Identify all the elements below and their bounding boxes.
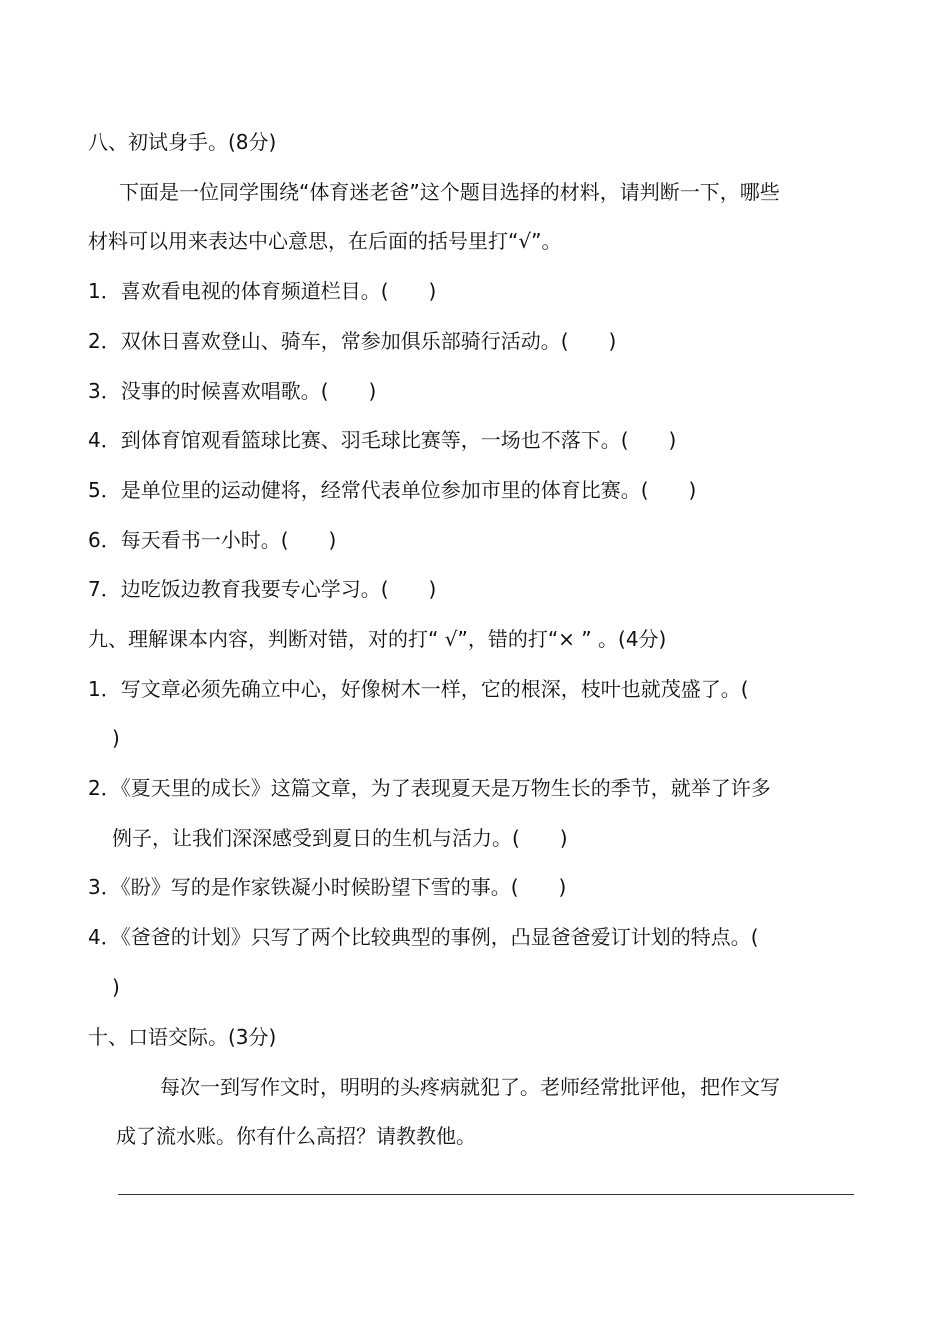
section-9-heading: 九、理解课本内容，判断对错，对的打“ √”，错的打“× ” 。(4分) bbox=[88, 627, 667, 651]
section-8-item: 1．喜欢看电视的体育频道栏目。( ) bbox=[88, 279, 437, 303]
section-10-prompt-line-2: 成了流水账。你有什么高招？请教教他。 bbox=[116, 1124, 476, 1148]
section-8-item: 6．每天看书一小时。( ) bbox=[88, 528, 337, 552]
section-8-item: 4．到体育馆观看篮球比赛、羽毛球比赛等，一场也不落下。( ) bbox=[88, 428, 677, 452]
section-8-intro-line-2: 材料可以用来表达中心意思，在后面的括号里打“√”。 bbox=[88, 229, 562, 253]
section-8-item: 7．边吃饭边教育我要专心学习。( ) bbox=[88, 577, 437, 601]
section-9-item-1-line-1: 1．写文章必须先确立中心，好像树木一样，它的根深，枝叶也就茂盛了。( bbox=[88, 677, 749, 701]
section-9-item-1-line-2: ) bbox=[112, 726, 120, 750]
section-10-heading: 十、口语交际。(3分) bbox=[88, 1025, 277, 1049]
section-9-item-4-line-1: 4．《爸爸的计划》只写了两个比较典型的事例，凸显爸爸爱订计划的特点。( bbox=[88, 925, 759, 949]
section-9-item-2-line-1: 2．《夏天里的成长》这篇文章，为了表现夏天是万物生长的季节，就举了许多 bbox=[88, 776, 771, 800]
answer-writing-line bbox=[118, 1194, 854, 1195]
section-9-item-2-line-2: 例子，让我们深深感受到夏日的生机与活力。( ) bbox=[112, 826, 568, 850]
section-8-heading: 八、初试身手。(8分) bbox=[88, 130, 277, 154]
section-9-item-4-line-2: ) bbox=[112, 975, 120, 999]
section-8-item: 2．双休日喜欢登山、骑车，常参加俱乐部骑行活动。( ) bbox=[88, 329, 617, 353]
section-10-prompt-line-1: 每次一到写作文时，明明的头疼病就犯了。老师经常批评他，把作文写 bbox=[160, 1075, 780, 1099]
section-8-item: 3．没事的时候喜欢唱歌。( ) bbox=[88, 379, 377, 403]
section-8-item: 5．是单位里的运动健将，经常代表单位参加市里的体育比赛。( ) bbox=[88, 478, 697, 502]
section-9-item-3: 3．《盼》写的是作家铁凝小时候盼望下雪的事。( ) bbox=[88, 875, 567, 899]
section-8-intro-line-1: 下面是一位同学围绕“体育迷老爸”这个题目选择的材料，请判断一下，哪些 bbox=[119, 180, 780, 204]
